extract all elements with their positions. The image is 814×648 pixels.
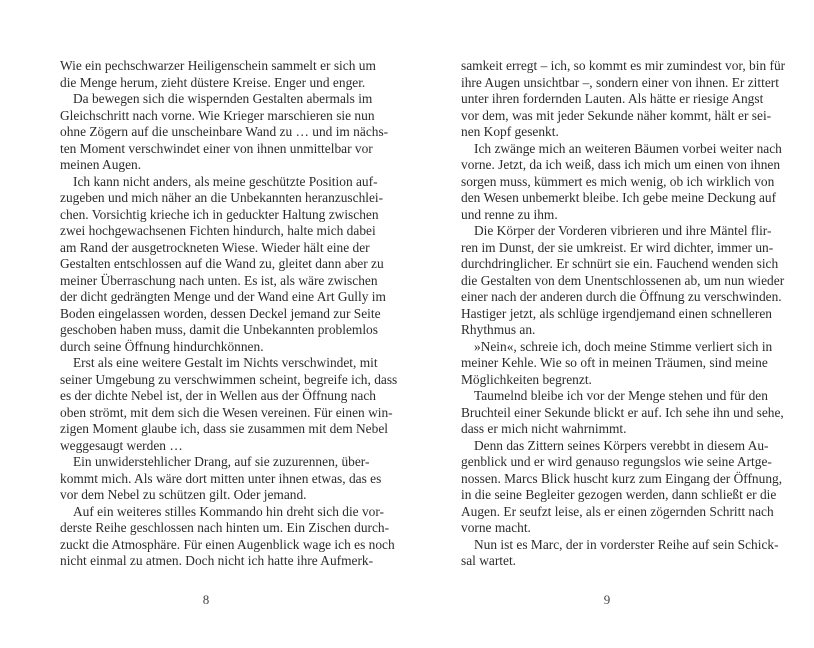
text-line: vorne. Jetzt, da ich weiß, dass ich mich um einen von ihnen [461,157,781,172]
paragraph [461,223,785,339]
text-line: sal wartet. [461,553,517,568]
text-line: zigen Moment glaube ich, dass sie zusammen mit dem Nebel [60,421,388,436]
text-line: kommt mich. Als wäre dort mitten unter ihnen etwas, das es [60,470,382,486]
text-line: Ich zwänge mich an weiteren Bäumen vorbei weiter nach [474,140,782,156]
text-line: durchdringlicher. Er schnürt sie ein. Fauchend wenden sich [461,256,779,271]
text-line: vor dem Nebel zu schützen gilt. Oder jemand. [60,487,307,502]
text-line: zuckt die Atmosphäre. Für einen Augenblick wage ich es noch [60,536,395,552]
text-line: es der dichte Nebel ist, der in Wellen aus der Öffnung nach [60,388,376,403]
paragraph [60,91,389,174]
text-line: in die seine Begleiter gezogen werden, dann schließt er die [461,487,777,502]
right-page-text [461,58,786,570]
text-line: die Gestalten von dem Unentschlossenen ab, um nun wieder [461,272,785,288]
text-line: chen. Vorsichtig krieche ich in geduckter Haltung zwischen [60,206,379,222]
text-line: vor dem, was mit jeder Sekunde näher kommt, hält er sei- [461,107,772,123]
paragraph [60,355,398,454]
text-line: nicht einmal zu atmen. Doch nicht ich hatte ihre Aufmerk- [60,553,374,568]
text-line: »Nein«, schreie ich, doch meine Stimme verliert sich in [474,338,773,354]
text-line: dass er mich nicht wahrnimmt. [461,421,627,436]
paragraph [461,338,773,389]
text-line: Nun ist es Marc, der in vorderster Reihe auf sein Schick- [474,536,779,552]
paragraph [461,140,782,224]
text-line: Ich kann nicht anders, als meine geschützte Position auf- [73,173,378,189]
text-line: Die Körper der Vorderen vibrieren und ihre Mäntel flir- [474,223,772,238]
paragraph [60,454,382,504]
text-line: geschoben haben muss, damit die Unbekannten problemlos [60,322,378,337]
text-line: Taumelnd bleibe ich vor der Menge stehen und für den [474,388,768,403]
text-line: Da bewegen sich die wispernden Gestalten abermals im [73,91,373,106]
paragraph [60,503,395,570]
page-number-right: 9 [603,592,611,607]
paragraph [461,536,779,570]
text-line: ren im Dunst, der sie umkreist. Er wird dichter, immer un- [461,239,774,255]
text-line: unter ihren fordernden Lauten. Als hätte er riesige Angst [461,91,764,106]
text-line: Wie ein pechschwarzer Heiligenschein sammelt er sich um [60,58,376,73]
text-line: ohne Zögern auf die unscheinbare Wand zu … und im nächs- [60,124,389,139]
paragraph [60,58,376,91]
text-line: zugeben und mich näher an die Unbekannten heranzuschlei- [60,190,384,205]
text-line: die Menge herum, zieht düstere Kreise. Enger und enger. [60,74,366,90]
text-line: sorgen muss, kümmert es mich wenig, ob ich wirklich von [461,173,775,189]
text-line: weggesaugt werden … [60,437,183,453]
text-line: der dicht gedrängten Menge und der Wand eine Art Gully im [60,289,386,304]
text-line: am Rand der ausgetrockneten Wiese. Wieder hält eine der [60,239,370,255]
text-line: den Wesen unbemerkt bleibe. Ich gebe meine Deckung auf [461,190,777,205]
text-line: Auf ein weiteres stilles Kommando hin dreht sich die vor- [73,503,384,519]
paragraph [461,388,784,438]
text-line: Denn das Zittern seines Körpers verebbt in diesem Au- [474,437,769,453]
text-line: samkeit erregt – ich, so kommt es mir zumindest vor, bin für [461,58,786,73]
paragraph [461,437,783,537]
text-line: und renne zu ihm. [461,206,558,222]
paragraph [60,173,386,356]
text-line: Augen. Er seufzt leise, als er einen zögernden Schritt nach [461,503,774,519]
text-line: derste Reihe geschlossen nach hinten um. Ein Zischen durch- [60,520,390,535]
text-line: nen Kopf gesenkt. [461,124,559,139]
text-line: genblick und er wird genauso regungslos wie seine Artge- [461,454,772,469]
text-line: seiner Umgebung zu verschwimmen scheint, begreife ich, dass [60,371,398,387]
text-line: meiner Überraschung nach unten. Es ist, als wäre zwischen [60,272,378,288]
text-line: meinen Augen. [60,157,142,172]
text-line: nossen. Marcs Blick huscht kurz zum Eingang der Öffnung, [461,470,783,486]
text-line: ihre Augen unsichtbar –, sondern einer von ihnen. Er zittert [461,74,779,90]
text-line: einer nach der anderen durch die Öffnung zu verschwinden. [461,289,782,304]
text-line: Gleichschritt nach vorne. Wie Krieger marschieren sie nun [60,107,375,123]
text-line: Gestalten entschlossen auf die Wand zu, gleitet dann aber zu [60,256,384,271]
text-line: Bruchteil einer Sekunde blickt er auf. Ich sehe ihn und sehe, [461,404,784,420]
text-line: Rhythmus an. [461,322,536,337]
text-line: zwei hochgewachsenen Fichten hindurch, halte mich dabei [60,223,376,238]
text-line: Möglichkeiten begrenzt. [461,371,592,387]
paragraph [461,58,786,141]
right-page [407,0,814,648]
text-line: durch seine Öffnung hindurchkönnen. [60,338,264,354]
text-line: vorne macht. [461,520,531,535]
text-line: ten Moment verschwindet einer von ihnen unmittelbar vor [60,140,373,156]
text-line: meiner Kehle. Wie so oft in meinen Träumen, sind meine [461,355,768,370]
text-line: Boden eingelassen worden, dessen Deckel jemand zur Seite [60,305,381,321]
page-number-left: 8 [202,592,210,607]
text-line: Erst als eine weitere Gestalt im Nichts verschwindet, mit [73,355,378,370]
text-line: Hastiger jetzt, als schlüge irgendjemand einen schnelleren [461,305,772,321]
left-page-text [60,58,398,570]
text-line: oben strömt, mit dem sich die Wesen vereinen. Für einen win- [60,404,393,420]
text-line: Ein unwiderstehlicher Drang, auf sie zuzurennen, über- [73,454,370,469]
